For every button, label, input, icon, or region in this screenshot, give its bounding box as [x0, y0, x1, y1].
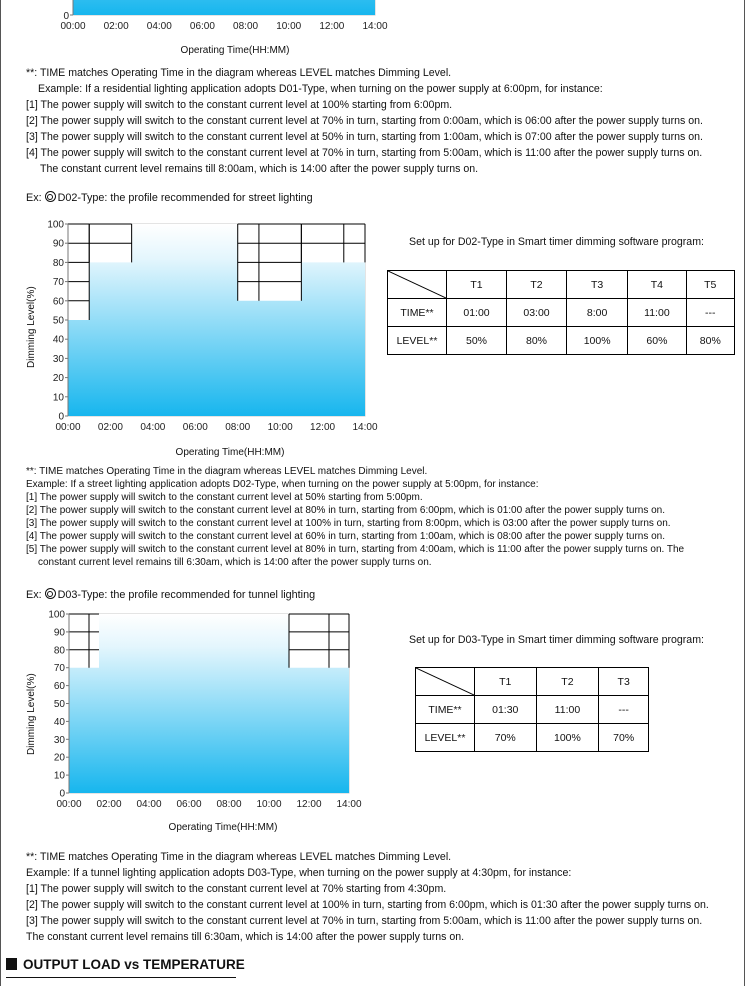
- y-tick-label: 0: [58, 411, 64, 423]
- x-tick-label: 08:00: [233, 21, 259, 32]
- y-tick-label: 10: [53, 770, 65, 782]
- y-tick-label: 0: [59, 788, 65, 800]
- d02-step-5: [5] The power supply will switch to the constant current level at 80% in turn, starting from 4:00am, which is 11:00 after the power supply turns on. The: [26, 544, 685, 555]
- x-tick-label: 00:00: [56, 799, 82, 810]
- y-tick-label: 40: [53, 716, 65, 728]
- d03-chart: [28, 606, 388, 818]
- d03-example: Example: If a tunnel lighting application adopts D03-Type, when turning on the power supply at 4:30pm, for instance:: [26, 867, 572, 879]
- table-cell: ---: [599, 696, 649, 724]
- y-tick-label: 50: [52, 315, 64, 327]
- diagonal-line: [388, 271, 446, 298]
- double-circle-icon: [45, 191, 56, 202]
- d03-setup-text: Set up for D03-Type in Smart timer dimming software program:: [409, 634, 704, 646]
- y-tick-label: 40: [52, 334, 64, 346]
- d03-program-table: [415, 667, 649, 752]
- d03-note: **: TIME matches Operating Time in the diagram whereas LEVEL matches Dimming Level.: [26, 851, 452, 863]
- dimming-area: [73, 0, 375, 15]
- d02-program-table: [387, 270, 735, 355]
- table-row-label: LEVEL**: [416, 724, 475, 752]
- d03-heading-text: D03-Type: the profile recommended for tunnel lighting: [57, 589, 316, 601]
- x-tick-label: 12:00: [296, 799, 322, 810]
- table-cell: 80%: [686, 327, 734, 355]
- table-cell: 03:00: [507, 299, 567, 327]
- d02-note: **: TIME matches Operating Time in the diagram whereas LEVEL matches Dimming Level.: [26, 466, 428, 477]
- x-tick-label: 14:00: [336, 799, 362, 810]
- y-tick-label: 50: [53, 699, 65, 710]
- y-tick-label: 20: [53, 752, 65, 764]
- page-border-right: [744, 0, 745, 986]
- d02-example: Example: If a street lighting application adopts D02-Type, when turning on the power supply at 5:00pm, for instance:: [26, 479, 539, 490]
- page-border-left: [0, 0, 1, 986]
- x-tick-label: 04:00: [140, 422, 166, 433]
- d03-remains: The constant current level remains till 6:30am, which is 14:00 after the power supply turns on.: [26, 931, 465, 943]
- y-tick-label: 20: [52, 373, 64, 385]
- d01-remains: The constant current level remains till 8:00am, which is 14:00 after the power supply turns on.: [40, 163, 479, 175]
- table-cell: 11:00: [628, 299, 686, 327]
- y-tick-label: 60: [53, 681, 65, 693]
- y-tick-label: 100: [47, 219, 64, 231]
- table-cell: 50%: [447, 327, 507, 355]
- x-tick-label: 08:00: [225, 422, 251, 433]
- x-tick-label: 02:00: [96, 799, 122, 810]
- table-row-label: LEVEL**: [388, 327, 447, 355]
- d03-step-1: [1] The power supply will switch to the constant current level at 70% starting from 4:30pm.: [26, 883, 447, 895]
- d03-step-2: [2] The power supply will switch to the constant current level at 100% in turn, starting from 6:00pm, which is 01:30 after the power supply turns on.: [26, 899, 709, 911]
- x-tick-label: 10:00: [267, 422, 293, 433]
- table-header: T2: [536, 668, 599, 696]
- table-cell: 01:30: [475, 696, 537, 724]
- table-cell: 80%: [507, 327, 567, 355]
- section-title: OUTPUT LOAD vs TEMPERATURE: [23, 957, 245, 972]
- x-tick-label: 10:00: [276, 21, 302, 32]
- x-tick-label: 02:00: [103, 21, 129, 32]
- table-cell: ---: [686, 299, 734, 327]
- y-tick-label: 60: [52, 296, 64, 308]
- double-circle-icon: [45, 588, 56, 599]
- x-tick-label: 12:00: [310, 422, 336, 433]
- d02-step-4: [4] The power supply will switch to the constant current level at 60% in turn, starting from 1:00am, which is 08:00 after the power supply turns on.: [26, 531, 666, 542]
- x-tick-label: 06:00: [176, 799, 202, 810]
- section-underline: [6, 977, 236, 978]
- x-tick-label: 00:00: [55, 422, 81, 433]
- y-tick-label: 90: [52, 238, 64, 250]
- table-header: T1: [475, 668, 537, 696]
- y-tick-label: 90: [53, 627, 65, 639]
- table-header: T2: [507, 271, 567, 299]
- table-corner-cell: [416, 668, 475, 696]
- d02-setup-text: Set up for D02-Type in Smart timer dimming software program:: [409, 236, 704, 248]
- table-cell: 100%: [567, 327, 628, 355]
- x-tick-label: 04:00: [136, 799, 162, 810]
- d02-heading-text: D02-Type: the profile recommended for street lighting: [57, 192, 313, 204]
- d02-chart: [28, 216, 388, 440]
- table-header: T1: [447, 271, 507, 299]
- table-header: T4: [628, 271, 686, 299]
- x-tick-label: 14:00: [352, 422, 378, 433]
- d02-yaxis-label: Dimming Level(%): [26, 286, 37, 368]
- table-cell: 11:00: [536, 696, 599, 724]
- y-tick-label: 30: [52, 353, 64, 365]
- table-cell: 8:00: [567, 299, 628, 327]
- d01-step-1: [1] The power supply will switch to the constant current level at 100% starting from 6:00pm.: [26, 99, 453, 111]
- x-tick-label: 04:00: [146, 21, 172, 32]
- d02-step-2: [2] The power supply will switch to the constant current level at 80% in turn, starting from 6:00pm, which is 01:00 after the power supply turns on.: [26, 505, 666, 516]
- x-tick-label: 02:00: [97, 422, 123, 433]
- d03-xaxis-label: Operating Time(HH:MM): [168, 822, 278, 833]
- table-header: T3: [599, 668, 649, 696]
- y-tick-label: 70: [52, 277, 64, 289]
- d02-step-3: [3] The power supply will switch to the constant current level at 100% in turn, starting from 8:00pm, which is 03:00 after the power supply turns on.: [26, 518, 671, 529]
- table-cell: 100%: [536, 724, 599, 752]
- d01-xaxis-label: Operating Time(HH:MM): [180, 45, 290, 56]
- x-tick-label: 10:00: [256, 799, 282, 810]
- table-header: T5: [686, 271, 734, 299]
- y-tick-label: 80: [53, 645, 65, 657]
- table-cell: 01:00: [447, 299, 507, 327]
- table-cell: 70%: [599, 724, 649, 752]
- d01-step-2: [2] The power supply will switch to the constant current level at 70% in turn, starting from 0:00am, which is 06:00 after the power supply turns on.: [26, 115, 703, 127]
- d02-xaxis-label: Operating Time(HH:MM): [175, 447, 285, 458]
- table-header: T3: [567, 271, 628, 299]
- d01-step-3: [3] The power supply will switch to the constant current level at 50% in turn, starting from 1:00am, which is 07:00 after the power supply turns on.: [26, 131, 703, 143]
- d02-heading: Ex: D02-Type: the profile recommended for street lighting: [26, 192, 313, 204]
- x-tick-label: 08:00: [216, 799, 242, 810]
- d02-step-1: [1] The power supply will switch to the constant current level at 50% starting from 5:00pm.: [26, 492, 423, 503]
- d03-yaxis-label: Dimming Level(%): [26, 673, 37, 755]
- x-tick-label: 06:00: [189, 21, 215, 32]
- d03-step-3: [3] The power supply will switch to the constant current level at 70% in turn, starting from 5:00am, which is 11:00 after the power supply turns on.: [26, 915, 703, 927]
- d01-note: **: TIME matches Operating Time in the diagram whereas LEVEL matches Dimming Level.: [26, 67, 452, 79]
- section-heading: [6, 957, 245, 977]
- y-tick-label: 100: [48, 609, 65, 621]
- table-row-label: TIME**: [388, 299, 447, 327]
- y-tick-label: 70: [53, 663, 65, 675]
- table-row-label: TIME**: [416, 696, 475, 724]
- table-cell: 60%: [628, 327, 686, 355]
- y-tick-label: 80: [52, 257, 64, 269]
- x-tick-label: 06:00: [182, 422, 208, 433]
- d02-remains: constant current level remains till 6:30am, which is 14:00 after the power supply turns on.: [38, 557, 432, 568]
- table-corner-cell: [388, 271, 447, 299]
- x-tick-label: 12:00: [319, 21, 345, 32]
- table-cell: 70%: [475, 724, 537, 752]
- y-tick-label: 10: [52, 392, 64, 404]
- black-square-icon: [6, 958, 17, 970]
- d01-chart: [28, 0, 398, 42]
- diagonal-line: [416, 668, 474, 695]
- y-tick-label: 0: [63, 11, 69, 22]
- d01-step-4: [4] The power supply will switch to the constant current level at 70% in turn, starting from 5:00am, which is 11:00 after the power supply turns on.: [26, 147, 703, 159]
- y-tick-label: 30: [53, 734, 65, 746]
- x-tick-label: 00:00: [60, 21, 86, 32]
- d01-example: Example: If a residential lighting application adopts D01-Type, when turning on the power supply at 6:00pm, for instance:: [38, 83, 603, 95]
- d03-heading: Ex: D03-Type: the profile recommended for tunnel lighting: [26, 589, 316, 601]
- x-tick-label: 14:00: [362, 21, 388, 32]
